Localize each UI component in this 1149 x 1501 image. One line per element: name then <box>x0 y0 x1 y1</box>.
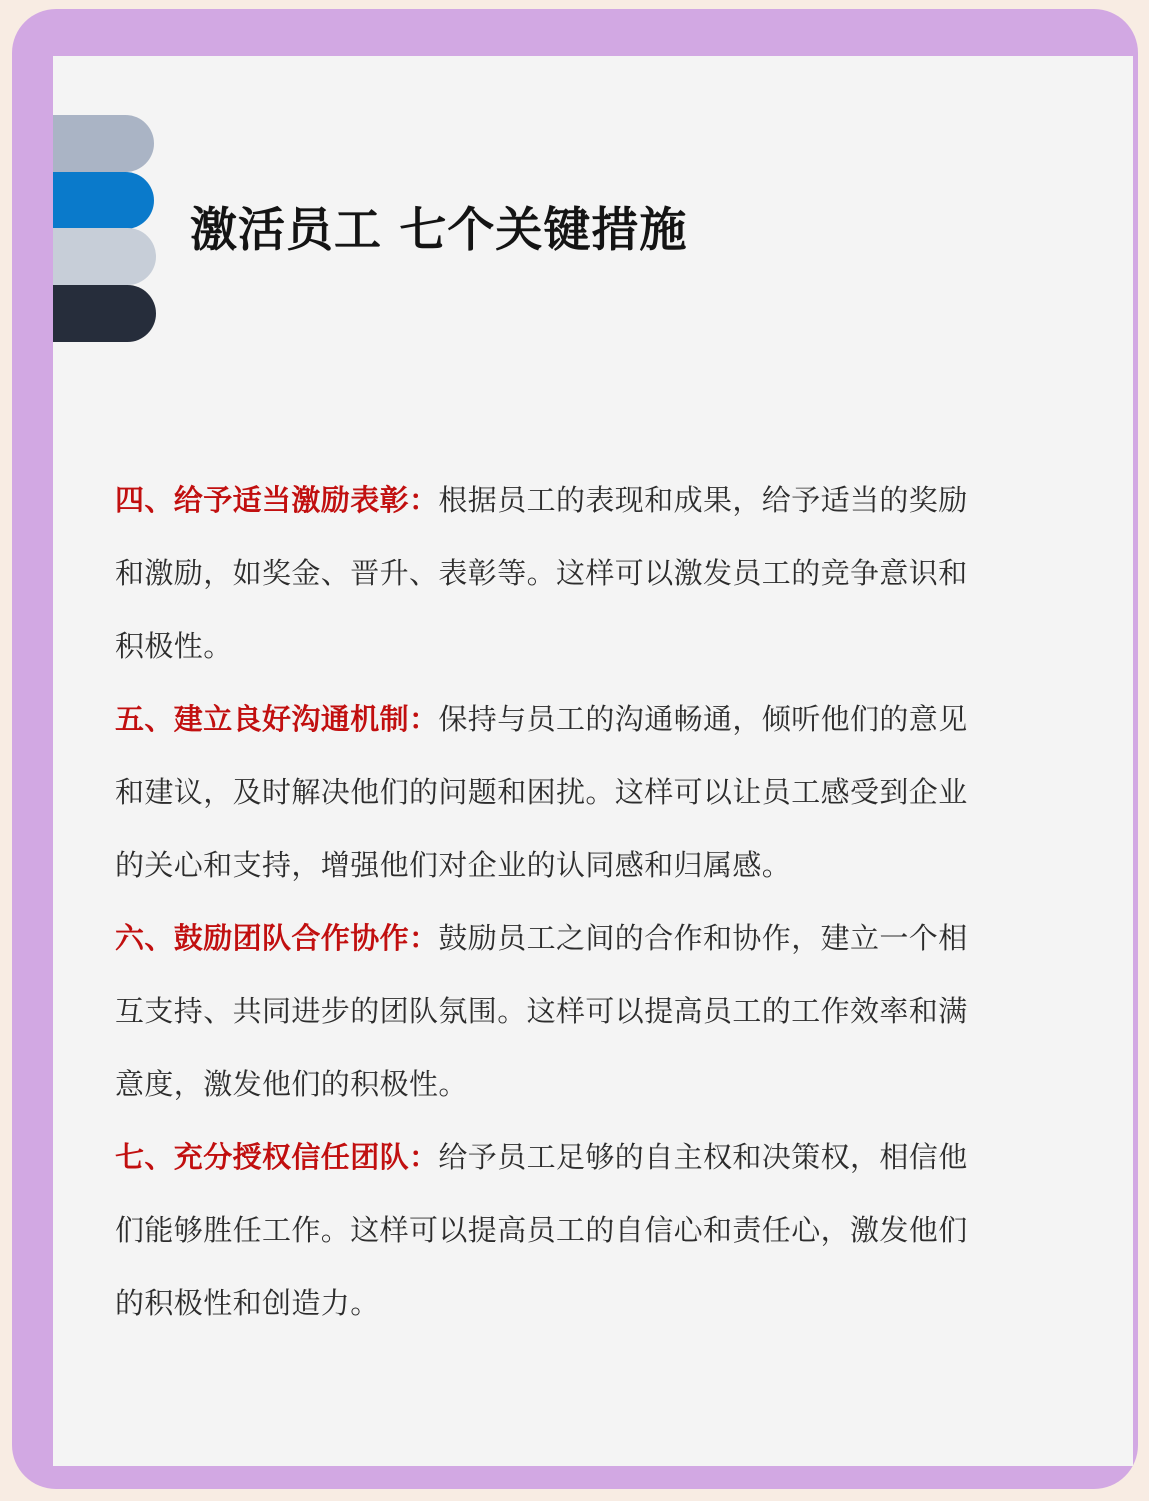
measure-item-7 <box>115 1121 973 1340</box>
measure-item-5 <box>115 683 973 902</box>
content-card <box>53 56 1133 1466</box>
measure-item-4 <box>115 464 973 683</box>
measure-heading: 六、鼓励团队合作协作： <box>115 921 439 955</box>
measures-list <box>115 464 973 1340</box>
decorative-bar-blue <box>53 172 154 229</box>
measure-heading: 五、建立良好沟通机制： <box>115 702 439 736</box>
decorative-bar-gray <box>53 115 154 172</box>
measure-heading: 七、充分授权信任团队： <box>115 1140 439 1174</box>
measure-body: 保持与员工的沟通畅通，倾听他们的意见和建议，及时解决他们的问题和困扰。这样可以让员工感受到企业的关心和支持，增强他们对企业的认同感和归属感。 <box>115 702 968 882</box>
page-title: 激活员工 七个关键措施 <box>190 203 688 258</box>
decorative-bar-light <box>53 228 156 285</box>
measure-item-6 <box>115 902 973 1121</box>
page-frame <box>12 9 1138 1489</box>
measure-heading: 四、给予适当激励表彰： <box>115 483 439 517</box>
measure-body: 根据员工的表现和成果，给予适当的奖励和激励，如奖金、晋升、表彰等。这样可以激发员工的竞争意识和积极性。 <box>115 483 968 663</box>
measure-body: 鼓励员工之间的合作和协作，建立一个相互支持、共同进步的团队氛围。这样可以提高员工的工作效率和满意度，激发他们的积极性。 <box>115 921 968 1101</box>
decorative-bar-dark <box>53 285 156 342</box>
measure-body: 给予员工足够的自主权和决策权，相信他们能够胜任工作。这样可以提高员工的自信心和责任心，激发他们的积极性和创造力。 <box>115 1140 968 1320</box>
